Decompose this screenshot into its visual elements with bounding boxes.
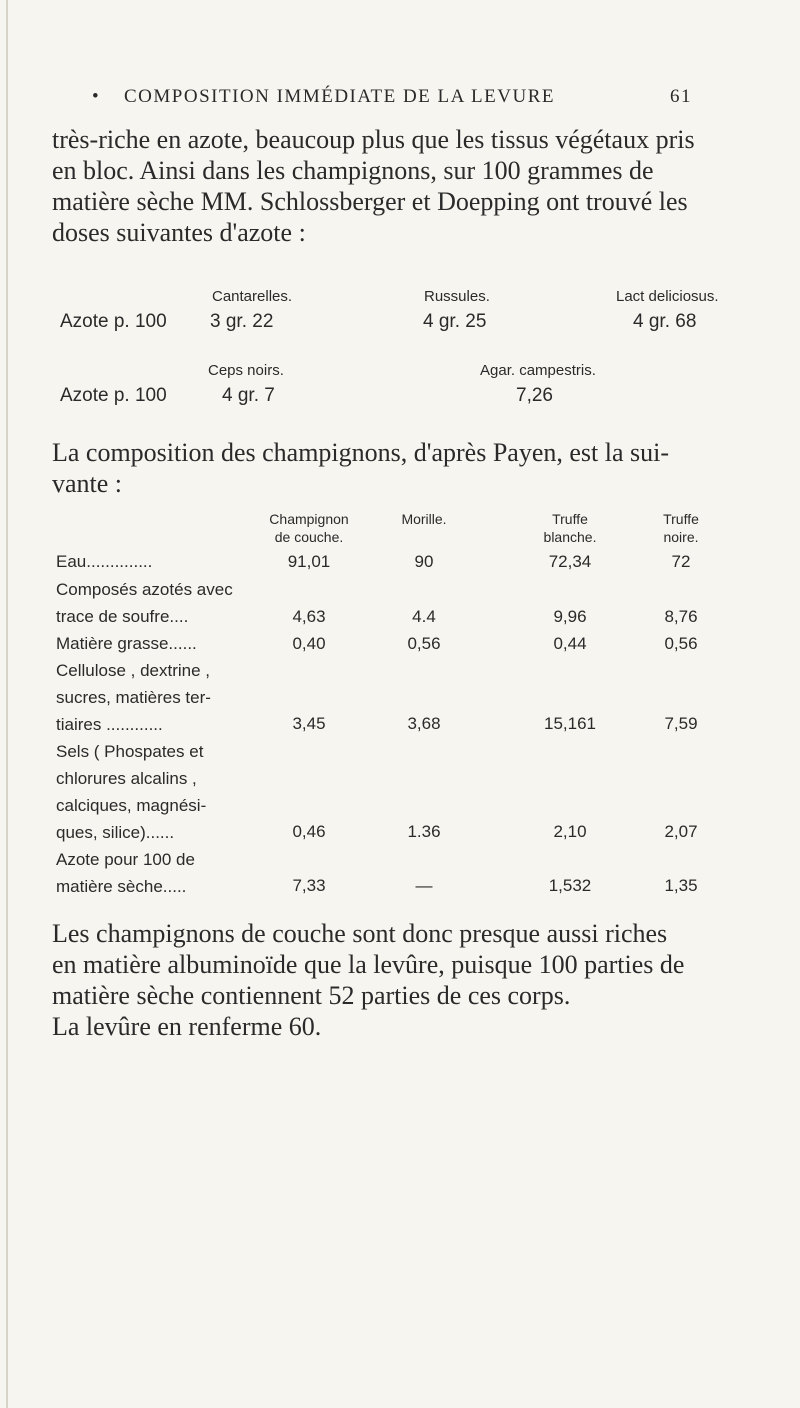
cell-value: 4,63 (292, 607, 326, 626)
cell-value: 3,45 (292, 714, 326, 733)
cell-value: 0,56 (664, 634, 698, 653)
col-header-line: Morille. (401, 511, 447, 527)
row-label (56, 738, 206, 846)
conclusion-paragraph (52, 918, 752, 1042)
row-label-line: Eau.............. (56, 552, 153, 571)
text-line: Les champignons de couche sont donc presque aussi riches (52, 919, 668, 948)
text-line: La levûre en renferme 60. (52, 1012, 322, 1041)
cell-value: 8,76 (664, 607, 698, 626)
running-head-title: COMPOSITION IMMÉDIATE DE LA LEVURE (124, 86, 555, 107)
row-label-line: matière sèche..... (56, 877, 187, 896)
page-edge (6, 0, 8, 1408)
cell-value: 4 gr. 7 (222, 385, 275, 406)
bullet-mark: • (92, 86, 101, 107)
cell-value: 2,10 (553, 822, 587, 841)
cell-value: 4 gr. 68 (633, 311, 697, 332)
row-label (56, 630, 197, 657)
cell-value: 2,07 (664, 822, 698, 841)
cell-value: 0,40 (292, 634, 326, 653)
cell-value: 1,532 (548, 876, 592, 895)
col-header-line: Truffe (552, 511, 588, 527)
col-header-champignon (244, 510, 374, 546)
row-label-line: chlorures alcalins , (56, 769, 197, 788)
row-label-line: Sels ( Phospates et (56, 742, 204, 761)
text-line: très-riche en azote, beaucoup plus que les tissus végétaux pris (52, 125, 695, 154)
cell-value: 7,59 (664, 714, 698, 733)
azote-table-1 (60, 288, 760, 348)
text-line: vante : (52, 469, 123, 498)
payen-paragraph (52, 437, 752, 499)
row-label: Azote p. 100 (60, 385, 167, 406)
cell-value: 90 (414, 552, 434, 571)
cell-value: 0,46 (292, 822, 326, 841)
col-header: Lact deliciosus. (616, 288, 719, 305)
row-label-line: Azote pour 100 de (56, 850, 195, 869)
cell-value: 1.36 (407, 822, 441, 841)
text-line: La composition des champignons, d'après Payen, est la sui- (52, 438, 670, 467)
row-label-line: ques, silice)...... (56, 823, 175, 842)
cell-value: 0,56 (407, 634, 441, 653)
cell-value: 72,34 (548, 552, 592, 571)
cell-value: 7,26 (516, 385, 553, 406)
row-label-line: Composés azotés avec (56, 580, 233, 599)
cell-value: 7,33 (292, 876, 326, 895)
col-header-truffe-noire (626, 510, 736, 546)
col-header-line: noire. (663, 529, 699, 545)
text-line: en matière albuminoïde que la levûre, puisque 100 parties de (52, 950, 685, 979)
row-label-line: Cellulose , dextrine , (56, 661, 211, 680)
text-line: matière sèche MM. Schlossberger et Doepping ont trouvé les (52, 187, 688, 216)
col-header-line: blanche. (543, 529, 597, 545)
row-label (56, 548, 152, 575)
text-line: en bloc. Ainsi dans les champignons, sur 100 grammes de (52, 156, 654, 185)
row-label (56, 576, 233, 630)
page-number: 61 (670, 86, 692, 107)
col-header-morille (364, 510, 484, 528)
intro-paragraph (52, 124, 752, 248)
col-header: Cantarelles. (212, 288, 293, 305)
cell-value: 4.4 (412, 607, 436, 626)
composition-table (56, 510, 756, 896)
text-line: matière sèche contiennent 52 parties de ces corps. (52, 981, 571, 1010)
row-label-line: trace de soufre.... (56, 607, 189, 626)
azote-table-2 (60, 362, 760, 422)
col-header: Russules. (424, 288, 490, 305)
cell-value: 3 gr. 22 (210, 311, 274, 332)
row-label (56, 846, 195, 900)
cell-value: 3,68 (407, 714, 441, 733)
cell-value: 4 gr. 25 (423, 311, 487, 332)
row-label: Azote p. 100 (60, 311, 167, 332)
row-label (56, 657, 211, 738)
cell-value: 9,96 (553, 607, 587, 626)
cell-value: 15,161 (544, 714, 596, 733)
cell-value: 1,35 (664, 876, 698, 895)
col-header-line: Truffe (663, 511, 699, 527)
col-header: Ceps noirs. (208, 362, 284, 379)
cell-value: 72 (671, 552, 691, 571)
row-label-line: calciques, magnési- (56, 796, 207, 815)
row-label-line: sucres, matières ter- (56, 688, 211, 707)
col-header-line: Champignon (269, 511, 349, 527)
col-header: Agar. campestris. (480, 362, 596, 379)
cell-value: 91,01 (287, 552, 331, 571)
cell-value: 0,44 (553, 634, 587, 653)
text-line: doses suivantes d'azote : (52, 218, 306, 247)
col-header-truffe-blanche (510, 510, 630, 546)
row-label-line: Matière grasse...... (56, 634, 197, 653)
row-label-line: tiaires ............ (56, 715, 163, 734)
cell-value: — (415, 876, 433, 895)
col-header-line: de couche. (274, 529, 344, 545)
